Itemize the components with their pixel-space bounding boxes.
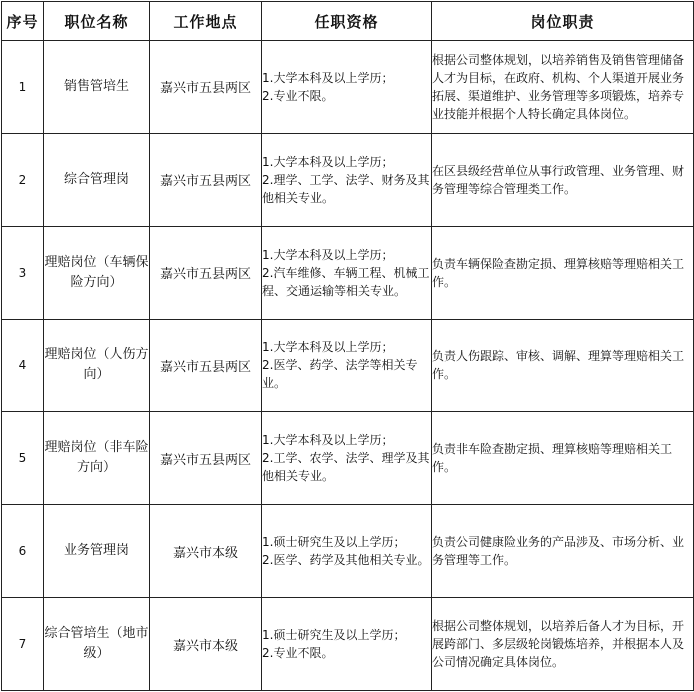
row-number: 5 [2,412,44,505]
header-title: 职位名称 [44,2,150,41]
duties-cell: 负责非车险查勘定损、理算核赔等理赔相关工作。 [432,412,694,505]
requirement-line: 2.医学、药学及其他相关专业。 [262,553,430,568]
work-location: 嘉兴市五县两区 [150,412,262,505]
work-location: 嘉兴市五县两区 [150,41,262,134]
work-location: 嘉兴市五县两区 [150,319,262,412]
position-title: 综合管培生（地市级） [44,598,150,691]
table-row [2,412,694,505]
requirements-cell [262,41,432,134]
duties-cell: 负责公司健康险业务的产品涉及、市场分析、业务管理等工作。 [432,505,694,598]
requirement-line: 2.工学、农学、法学、理学及其他相关专业。 [262,451,430,484]
header-row [2,2,694,41]
table-row [2,598,694,691]
row-number: 1 [2,41,44,134]
table-row [2,133,694,226]
duties-cell: 负责人伤跟踪、审核、调解、理算等理赔相关工作。 [432,319,694,412]
requirement-line: 1.大学本科及以上学历； [262,154,394,169]
duties-cell: 根据公司整体规划，以培养销售及销售管理储备人才为目标，在政府、机构、个人渠道开展业务拓展、渠道维护、业务管理等多项锻炼，培养专业技能并根据个人特长确定具体岗位。 [432,41,694,134]
requirement-line: 1.大学本科及以上学历； [262,433,394,448]
work-location: 嘉兴市五县两区 [150,133,262,226]
requirement-line: 2.汽车维修、车辆工程、机械工程、交通运输等相关专业。 [262,265,430,298]
work-location: 嘉兴市本级 [150,598,262,691]
requirement-line: 1.硕士研究生及以上学历； [262,628,406,643]
requirement-line: 2.专业不限。 [262,88,334,103]
requirement-line: 1.大学本科及以上学历； [262,70,394,85]
requirements-cell [262,598,432,691]
header-no: 序号 [2,2,44,41]
position-title: 理赔岗位（非车险方向） [44,412,150,505]
duties-cell: 负责车辆保险查勘定损、理算核赔等理赔相关工作。 [432,226,694,319]
table-row [2,505,694,598]
row-number: 4 [2,319,44,412]
requirement-line: 1.大学本科及以上学历； [262,247,394,262]
position-title: 理赔岗位（车辆保险方向） [44,226,150,319]
requirements-cell [262,505,432,598]
duties-cell: 在区县级经营单位从事行政管理、业务管理、财务管理等综合管理类工作。 [432,133,694,226]
requirements-cell [262,319,432,412]
requirements-cell [262,412,432,505]
requirement-line: 2.专业不限。 [262,646,334,661]
position-title: 综合管理岗 [44,133,150,226]
work-location: 嘉兴市五县两区 [150,226,262,319]
row-number: 2 [2,133,44,226]
table-row [2,319,694,412]
table-row [2,41,694,134]
duties-cell: 根据公司整体规划，以培养后备人才为目标，开展跨部门、多层级轮岗锻炼培养，并根据本人及公司情况确定具体岗位。 [432,598,694,691]
header-requirements: 任职资格 [262,2,432,41]
table-row [2,226,694,319]
header-location: 工作地点 [150,2,262,41]
requirements-cell [262,226,432,319]
header-duties: 岗位职责 [432,2,694,41]
row-number: 6 [2,505,44,598]
row-number: 3 [2,226,44,319]
requirement-line: 2.医学、药学、法学等相关专业。 [262,358,418,391]
position-title: 理赔岗位（人伤方向） [44,319,150,412]
requirement-line: 2.理学、工学、法学、财务及其他相关专业。 [262,172,430,205]
requirement-line: 1.硕士研究生及以上学历； [262,535,406,550]
requirement-line: 1.大学本科及以上学历； [262,340,394,355]
position-title: 销售管培生 [44,41,150,134]
row-number: 7 [2,598,44,691]
position-title: 业务管理岗 [44,505,150,598]
requirements-cell [262,133,432,226]
work-location: 嘉兴市本级 [150,505,262,598]
job-table [1,1,694,691]
